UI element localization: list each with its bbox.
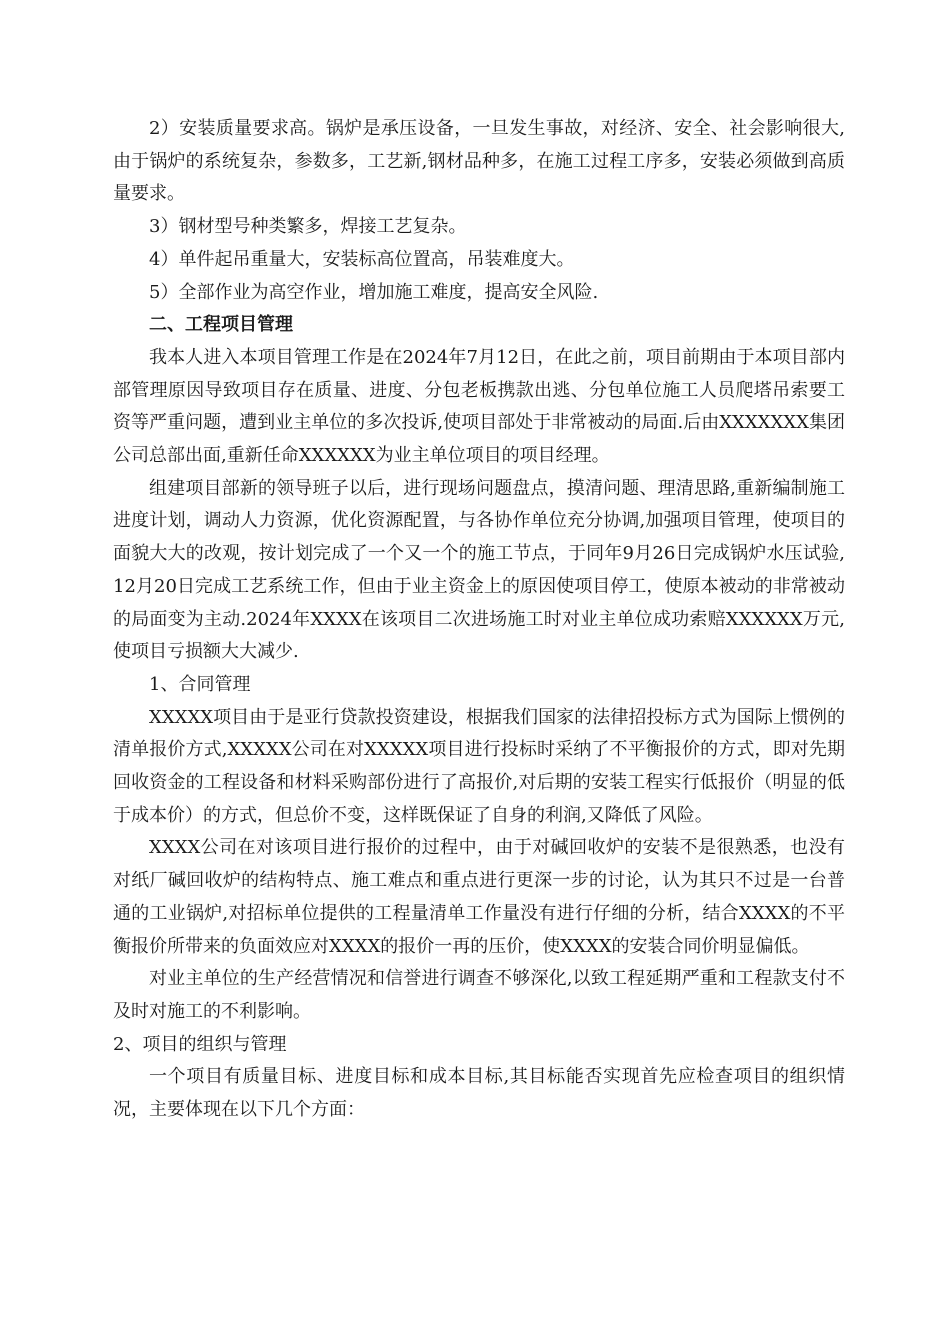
paragraph-owner-investigation: 对业主单位的生产经营情况和信誉进行调查不够深化,以致工程延期严重和工程款支付不及时对施工的不利影响。 [113, 968, 845, 1022]
paragraph-item-2: 2）安装质量要求高。锅炉是承压设备，一旦发生事故，对经济、安全、社会影响很大,由于锅炉的系统复杂，参数多，工艺新,钢材品种多，在施工过程工序多，安装必须做到高质量要求。 [113, 118, 845, 205]
paragraph-targets: 一个项目有质量目标、进度目标和成本目标,其目标能否实现首先应检查项目的组织情况，主要体现在以下几个方面： [113, 1066, 845, 1121]
paragraph-item-5: 5）全部作业为高空作业，增加施工难度，提高安全风险. [149, 281, 599, 303]
section-heading-project-management: 二、工程项目管理 [149, 314, 293, 336]
paragraph-new-leadership: 组建项目部新的领导班子以后，进行现场问题盘点，摸清问题、理清思路,重新编制施工进度计划，调动人力资源，优化资源配置，与各协作单位充分协调,加强项目管理，使项目的面貌大大的改观，按计划完成了一个又一个的施工节点，于同年9月26日完成锅炉水压试验,12月20日完成工艺系统工作，但由于业主资金上的原因使项目停工，使原本被动的非常被动的局面变为主动.2024年XXXX在该项目二次进场施工时对业主单位成功索赔XXXXXX万元,使项目亏损额大大减少. [113, 477, 845, 663]
paragraph-background: 我本人进入本项目管理工作是在2024年7月12日，在此之前，项目前期由于本项目部内部管理原因导致项目存在质量、进度、分包老板携款出逃、分包单位施工人员爬塔吊索要工资等严重问题，遭到业主单位的多次投诉,使项目部处于非常被动的局面.后由XXXXXXX集团公司总部出面,重新任命XXXXXX为业主单位项目的项目经理。 [113, 346, 845, 467]
paragraph-item-3: 3）钢材型号种类繁多，焊接工艺复杂。 [149, 216, 467, 238]
paragraph-bidding: XXXXX项目由于是亚行贷款投资建设，根据我们国家的法律招投标方式为国际上惯例的清单报价方式,XXXXX公司在对XXXXX项目进行投标时采纳了不平衡报价的方式，即对先期回收资金的工程设备和材料采购部份进行了高报价,对后期的安装工程实行低报价（明显的低于成本价）的方式，但总价不变，这样既保证了自身的利润,又降低了风险。 [113, 706, 845, 826]
paragraph-item-4: 4）单件起吊重量大，安装标高位置高，吊装难度大。 [149, 248, 575, 270]
document-page [113, 113, 845, 1127]
subheading-contract-management: 1、合同管理 [149, 673, 251, 695]
paragraph-quotation: XXXX公司在对该项目进行报价的过程中，由于对碱回收炉的安装不是很熟悉，也没有对纸厂碱回收炉的结构特点、施工难点和重点进行更深一步的讨论，认为其只不过是一台普通的工业锅炉,对招标单位提供的工程量清单工作量没有进行仔细的分析，结合XXXX的不平衡报价所带来的负面效应对XXXX的报价一再的压价，使XXXX的安装合同价明显偏低。 [113, 837, 845, 957]
subheading-organization-management: 2、项目的组织与管理 [113, 1033, 287, 1055]
